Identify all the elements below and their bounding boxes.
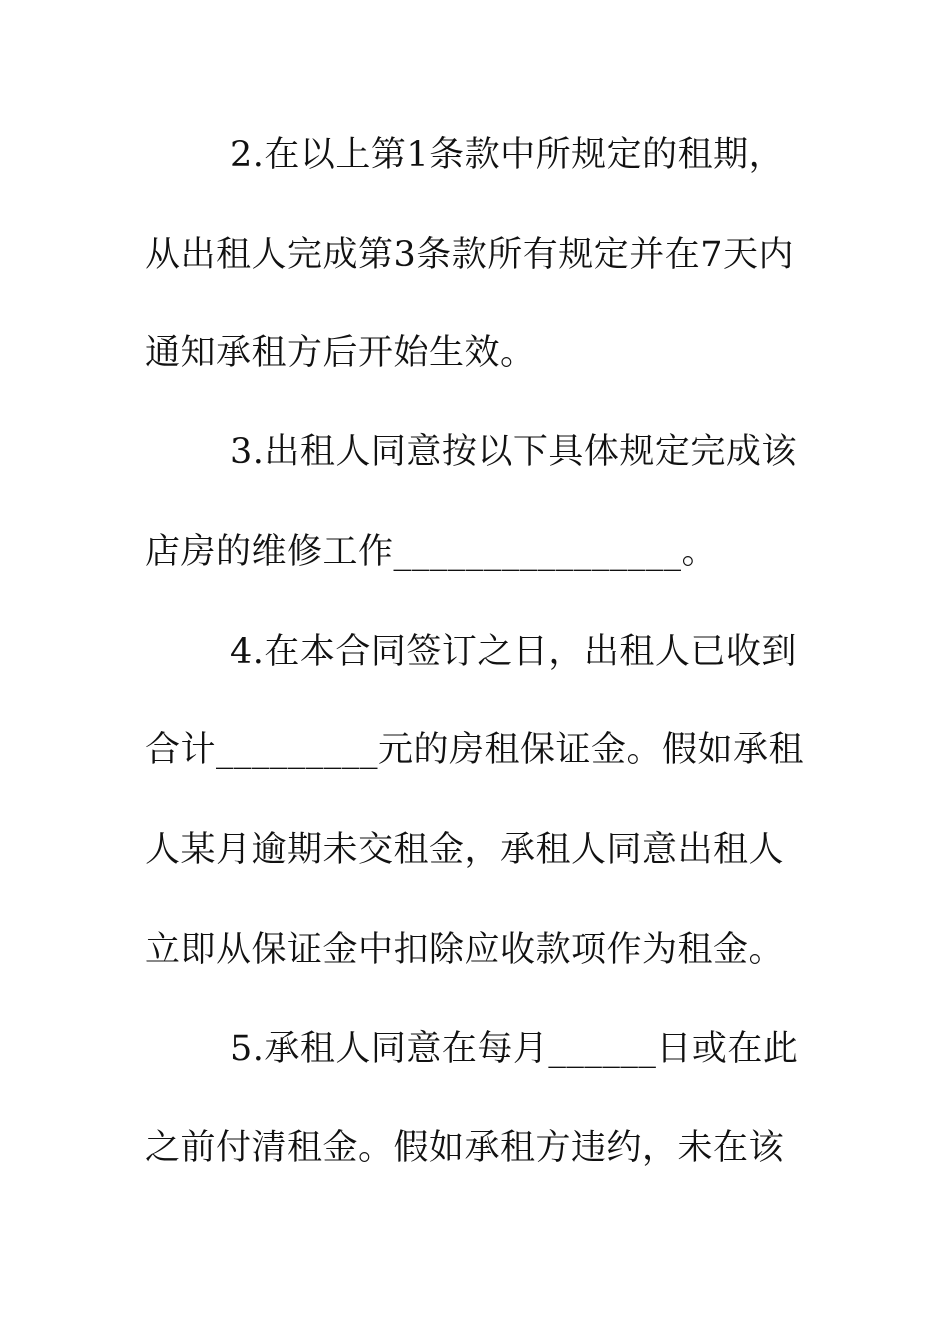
- clause-2-line-1: 2.在以上第1条款中所规定的租期，: [230, 135, 785, 175]
- clause-3-line-2: 店房的维修工作________________。: [145, 532, 718, 572]
- clause-4-line-1: 4.在本合同签订之日，出租人已收到: [230, 632, 797, 672]
- clause-5-line-2: 之前付清租金。假如承租方违约，未在该: [145, 1128, 785, 1168]
- clause-4-line-3: 人某月逾期未交租金，承租人同意出租人: [145, 830, 785, 870]
- clause-2-line-2: 从出租人完成第3条款所有规定并在7天内: [145, 235, 795, 275]
- clause-5-line-1: 5.承租人同意在每月______日或在此: [230, 1029, 799, 1069]
- clause-4-line-4: 立即从保证金中扣除应收款项作为租金。: [145, 930, 785, 970]
- clause-4-line-2: 合计_________元的房租保证金。假如承租: [145, 730, 805, 770]
- clause-3-line-1: 3.出租人同意按以下具体规定完成该: [230, 432, 797, 472]
- clause-2-line-3: 通知承租方后开始生效。: [145, 333, 536, 373]
